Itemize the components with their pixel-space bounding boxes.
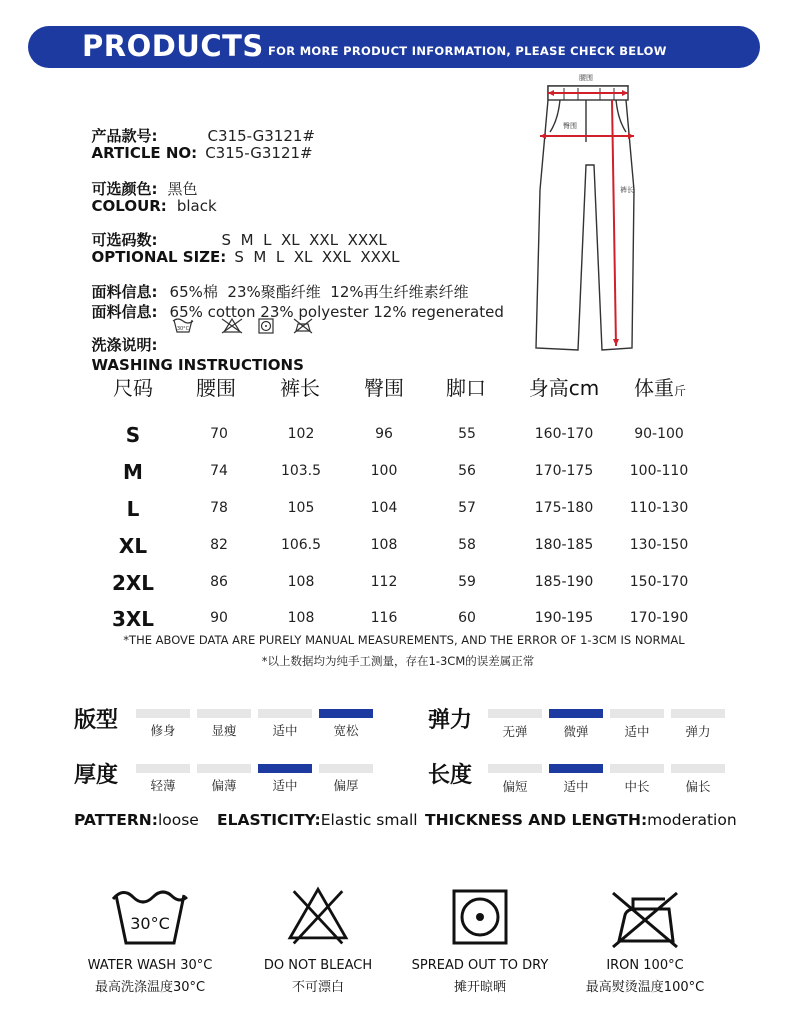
note-zh: *以上数据均为纯手工测量，存在1-3CM的误差属正常 [261, 654, 535, 668]
table-cell: 185-190 [534, 574, 594, 590]
table-cell: 180-185 [534, 537, 594, 553]
size-cell: L [126, 497, 140, 521]
table-cell: 110-130 [629, 500, 689, 516]
size-cell: 3XL [111, 607, 155, 631]
table-cell: 78 [210, 500, 228, 516]
elasticity-bar [671, 709, 725, 718]
size-cell: M [123, 460, 143, 484]
length-bar [610, 764, 664, 773]
length-label: 裤长 [620, 186, 634, 194]
pattern-option: 适中 [272, 723, 298, 738]
col-header-waist: 腰围 [196, 376, 236, 400]
table-cell: 130-150 [629, 537, 689, 553]
wash-30-icon [110, 885, 190, 955]
table-cell: 112 [370, 574, 398, 590]
no-iron-icon [605, 885, 685, 955]
article-zh: 产品款号: C315-G3121# [91, 127, 315, 145]
table-cell: 108 [287, 610, 315, 626]
thickness-bar [197, 764, 251, 773]
wash-small-icon [173, 319, 193, 332]
size-zh: 可选码数: S M L XL XXL XXXL [91, 231, 387, 249]
length-bar-selected [549, 764, 603, 773]
thickness-bar-selected [258, 764, 312, 773]
trousers-diagram [520, 70, 660, 360]
pattern-title: 版型 [74, 708, 119, 733]
table-cell: 103.5 [280, 463, 322, 479]
summary-pattern: PATTERN:loose [74, 811, 199, 829]
waist-label: 腰围 [579, 74, 593, 82]
colour-en: COLOUR: black [91, 197, 217, 215]
thickness-bar [319, 764, 373, 773]
table-cell: 106.5 [280, 537, 322, 553]
care-dry-en: SPREAD OUT TO DRY [411, 958, 549, 973]
pattern-option: 宽松 [333, 723, 359, 738]
elasticity-option: 无弹 [502, 724, 528, 739]
length-option: 偏长 [685, 779, 711, 794]
table-cell: 74 [210, 463, 228, 479]
length-title: 长度 [428, 763, 473, 788]
fabric-zh: 面料信息: 65%棉 23%聚酯纤维 12%再生纤维素纤维 [91, 283, 469, 301]
table-cell: 100-110 [629, 463, 689, 479]
care-iron-zh: 最高熨烫温度100°C [585, 980, 705, 995]
colour-zh: 可选颜色: 黑色 [91, 180, 198, 198]
table-cell: 108 [287, 574, 315, 590]
trousers-outline [536, 86, 634, 350]
pattern-option: 修身 [150, 723, 176, 738]
table-cell: 108 [370, 537, 398, 553]
care-bleach-en: DO NOT BLEACH [263, 958, 373, 973]
elasticity-option: 微弹 [563, 724, 589, 739]
table-cell: 58 [458, 537, 476, 553]
table-cell: 102 [287, 426, 315, 442]
thickness-title: 厚度 [74, 763, 119, 788]
no-bleach-icon [278, 880, 358, 950]
page-subtitle: FOR MORE PRODUCT INFORMATION, PLEASE CHECK BELOW [268, 44, 667, 58]
table-cell: 104 [370, 500, 398, 516]
length-option: 偏短 [502, 779, 528, 794]
table-cell: 56 [458, 463, 476, 479]
no-iron-small-icon [294, 319, 312, 333]
table-cell: 170-175 [534, 463, 594, 479]
pattern-bar [258, 709, 312, 718]
table-cell: 175-180 [534, 500, 594, 516]
no-bleach-small-icon [222, 319, 242, 333]
care-dry-zh: 摊开晾晒 [453, 980, 507, 995]
dry-flat-small-icon [259, 319, 273, 333]
size-en: OPTIONAL SIZE: S M L XL XXL XXXL [91, 248, 400, 266]
hip-label: 臀围 [563, 122, 577, 130]
table-cell: 70 [210, 426, 228, 442]
table-cell: 90 [210, 610, 228, 626]
elasticity-bar-selected [549, 709, 603, 718]
care-wash-zh: 最高洗涤温度30°C [94, 980, 206, 995]
table-cell: 90-100 [634, 426, 684, 442]
fabric-en: 面料信息: 65% cotton 23% polyester 12% regenerated [91, 303, 504, 321]
washing-zh: 洗涤说明: [91, 336, 158, 354]
wash-small-temp: 30°C [176, 326, 190, 332]
care-bleach-zh: 不可漂白 [291, 980, 345, 995]
elasticity-title: 弹力 [428, 708, 473, 733]
size-cell: XL [118, 534, 148, 558]
washing-en: WASHING INSTRUCTIONS [91, 356, 304, 374]
table-cell: 150-170 [629, 574, 689, 590]
col-header-weight: 体重斤 [633, 376, 687, 400]
table-cell: 82 [210, 537, 228, 553]
thickness-option: 轻薄 [150, 778, 176, 793]
washing-icons-small [172, 317, 322, 335]
thickness-option: 偏薄 [211, 778, 237, 793]
thickness-option: 偏厚 [333, 778, 359, 793]
dry-flat-icon [440, 885, 520, 955]
size-cell: S [125, 423, 141, 447]
col-header-hip: 臀围 [364, 376, 404, 400]
table-cell: 160-170 [534, 426, 594, 442]
pattern-bar [136, 709, 190, 718]
length-option: 适中 [563, 779, 589, 794]
article-en: ARTICLE NO: C315-G3121# [91, 144, 313, 162]
length-option: 中长 [624, 779, 650, 794]
elasticity-bar [488, 709, 542, 718]
summary-thickness: THICKNESS AND LENGTH:moderation [425, 811, 737, 829]
pattern-option: 显瘦 [211, 723, 237, 738]
care-wash-en: WATER WASH 30°C [87, 958, 213, 973]
table-cell: 57 [458, 500, 476, 516]
table-cell: 100 [370, 463, 398, 479]
col-header-size: 尺码 [113, 376, 153, 400]
page-title: PRODUCTS [82, 29, 264, 63]
summary-elasticity: ELASTICITY:Elastic small [217, 811, 418, 829]
table-cell: 170-190 [629, 610, 689, 626]
table-cell: 190-195 [534, 610, 594, 626]
col-header-height: 身高cm [528, 376, 600, 400]
table-cell: 105 [287, 500, 315, 516]
elasticity-option: 适中 [624, 724, 650, 739]
thickness-bar [136, 764, 190, 773]
col-header-length: 裤长 [280, 376, 320, 400]
thickness-option: 适中 [272, 778, 298, 793]
length-bar [488, 764, 542, 773]
table-cell: 86 [210, 574, 228, 590]
wash-temp-label: 30°C [130, 914, 170, 933]
size-cell: 2XL [111, 571, 155, 595]
table-cell: 60 [458, 610, 476, 626]
care-iron-en: IRON 100°C [606, 958, 684, 973]
length-bar [671, 764, 725, 773]
table-cell: 59 [458, 574, 476, 590]
elasticity-bar [610, 709, 664, 718]
table-cell: 116 [370, 610, 398, 626]
table-cell: 96 [375, 426, 393, 442]
col-header-hem: 脚口 [446, 376, 486, 400]
pattern-bar-selected [319, 709, 373, 718]
note-en: *THE ABOVE DATA ARE PURELY MANUAL MEASUREMENTS, AND THE ERROR OF 1-3CM IS NORMAL [123, 633, 685, 647]
table-cell: 55 [458, 426, 476, 442]
elasticity-option: 弹力 [685, 724, 711, 739]
pattern-bar [197, 709, 251, 718]
